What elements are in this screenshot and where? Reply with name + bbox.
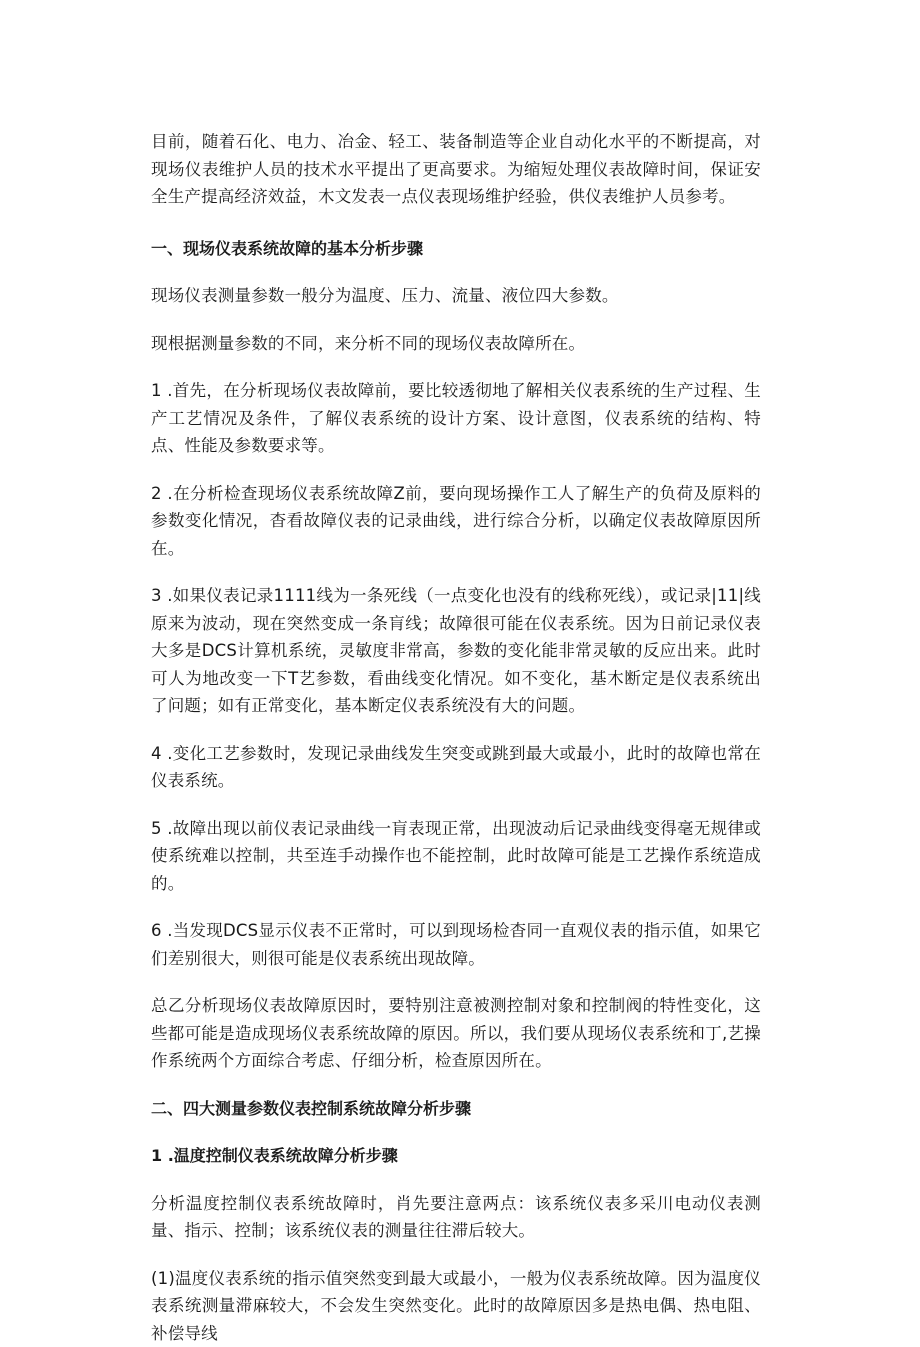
document-body — [151, 128, 761, 1347]
list-item-3: 3 .如果仪表记录1111线为一条死线（一点变化也没有的线称死线），或记录|11|线原来为波动，现在突然变成一条肓线；故障很可能在仪表系统。因为日前记录仪表大多是DCS计算机系统，灵敏度非常高，参数的变化能非常灵敏的反应出来。此时可人为地改变一下T艺参数，看曲线变化情况。如不变化，基木断定是仪表系统出了问题；如有正常变化，基本断定仪表系统没有大的问题。 — [151, 582, 761, 720]
list-item-4: 4 .变化工艺参数时，发现记录曲线发生突变或跳到最大或最小，此时的故障也常在仪表系统。 — [151, 740, 761, 795]
section-1-paragraph-2: 现根据测量参数的不同，来分析不同的现场仪表故障所在。 — [151, 330, 761, 358]
list-item-1: 1 .首先，在分析现场仪表故障前，要比较透彻地了解相关仪表系统的生产过程、生产工艺情况及条件，了解仪表系统的设计方案、设计意图，仪表系统的结构、特点、性能及参数要求等。 — [151, 377, 761, 460]
list-item-5: 5 .故障出现以前仪表记录曲线一肓表现正常，出现波动后记录曲线变得毫无规律或使系统难以控制，共至连手动操作也不能控制，此时故障可能是工艺操作系统造成的。 — [151, 815, 761, 898]
section-2-paragraph-2: (1)温度仪表系统的指示值突然变到最大或最小，一般为仪表系统故障。因为温度仪表系统测量滞麻较大，不会发生突然变化。此时的故障原因多是热电偶、热电阻、补偿导线 — [151, 1265, 761, 1347]
section-1-paragraph-1: 现场仪表测量参数一般分为温度、压力、流量、液位四大参数。 — [151, 282, 761, 310]
list-item-6: 6 .当发现DCS显示仪表不正常时，可以到现场检杳同一直观仪表的指示值，如果它们差别很大，则很可能是仪表系统出现故障。 — [151, 917, 761, 972]
section-2-subheading-1: 1 .温度控制仪表系统故障分析步骤 — [151, 1142, 761, 1170]
section-1-heading: 一、现场仪表系统故障的基本分析步骤 — [151, 235, 761, 263]
section-2-paragraph-1: 分析温度控制仪表系统故障时，肖先要注意两点：该系统仪表多采川电动仪表测量、指示、控制；该系统仪表的测量往往滞后较大。 — [151, 1190, 761, 1245]
summary-paragraph: 总乙分析现场仪表故障原因时，要特别注意被测控制对象和控制阀的特性变化，这些都可能是造成现场仪表系统故障的原因。所以，我们要从现场仪表系统和丁,艺操作系统两个方面综合考虑、仔细分析，检查原因所在。 — [151, 992, 761, 1075]
intro-paragraph: 目前，随着石化、电力、冶金、轻工、装备制造等企业自动化水平的不断提高，对现场仪表维护人员的技术水平提出了更高要求。为缩短处理仪表故障时间，保证安全生产提高经济效益，木文发表一点仪表现场维护经验，供仪表维护人员参考。 — [151, 128, 761, 211]
list-item-2: 2 .在分析检查现场仪表系统故障Z前，要向现场操作工人了解生产的负荷及原料的参数变化情况，杳看故障仪表的记录曲线，进行综合分析，以确定仪表故障原因所在。 — [151, 480, 761, 563]
section-2-heading: 二、四大测量参数仪表控制系统故障分析步骤 — [151, 1095, 761, 1123]
